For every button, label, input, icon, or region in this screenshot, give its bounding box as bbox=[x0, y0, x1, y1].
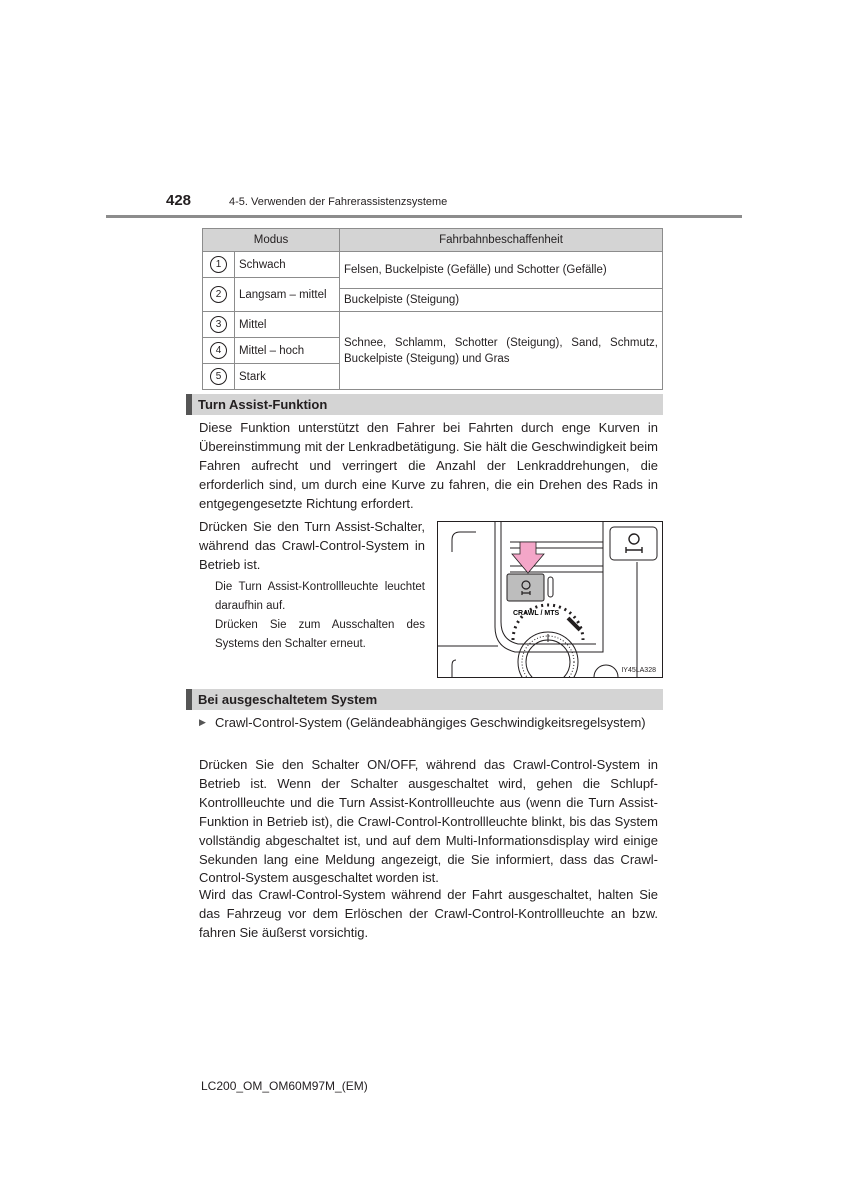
row-number: 4 bbox=[210, 342, 227, 359]
system-off-paragraph: Drücken Sie den Schalter ON/OFF, während das Crawl-Control-System in Betrieb ist. Wenn der Schalter ausgeschaltet wird, gehen die Schlupf-Kontrollleuchte und die Turn Assist-Kontrollleuchte aus (wenn die Turn Assist-Funktion in Betrieb ist), die Crawl-Control-Kontrollleuchte blinkt, bis das System vollständig abgeschaltet ist, und auf dem Multi-Informationsdisplay wird einige Sekunden lang eine Meldung angezeigt, die Sie informiert, dass das Crawl-Control-System ausgeschaltet worden ist. bbox=[199, 757, 658, 886]
mode-table bbox=[202, 228, 663, 390]
page-number: 428 bbox=[166, 192, 192, 209]
turn-assist-switch-illustration bbox=[437, 521, 663, 678]
section-heading-turn-assist: Turn Assist-Funktion bbox=[186, 394, 663, 415]
mode-cell: Langsam – mittel bbox=[235, 278, 340, 312]
mode-cell: Stark bbox=[235, 364, 340, 390]
row-number: 5 bbox=[210, 368, 227, 385]
row-number: 3 bbox=[210, 316, 227, 333]
table-row bbox=[203, 312, 663, 338]
surface-cell: Felsen, Buckelpiste (Gefälle) und Schotter (Gefälle) bbox=[340, 252, 663, 289]
turn-assist-note-off: Drücken Sie zum Ausschalten des Systems den Schalter erneut. bbox=[215, 619, 425, 650]
mode-cell: Mittel bbox=[235, 312, 340, 338]
surface-cell: Buckelpiste (Steigung) bbox=[340, 289, 663, 312]
row-number: 2 bbox=[210, 286, 227, 303]
section-heading-system-off: Bei ausgeschaltetem System bbox=[186, 689, 663, 710]
press-arrow-icon bbox=[512, 542, 544, 573]
header-divider bbox=[106, 215, 742, 218]
chapter-title: 4-5. Verwenden der Fahrerassistenzsysteme bbox=[229, 196, 448, 208]
console-drawing bbox=[438, 522, 662, 677]
mode-cell: Mittel – hoch bbox=[235, 338, 340, 364]
row-number: 1 bbox=[210, 256, 227, 273]
bullet-arrow-icon: ▶ bbox=[199, 717, 206, 727]
turn-assist-instruction: Drücken Sie den Turn Assist-Schalter, während das Crawl-Control-System in Betrieb ist. bbox=[199, 519, 425, 572]
figure-code: IY45LA328 bbox=[621, 667, 656, 674]
table-header-row bbox=[203, 229, 663, 252]
dial-label: CRAWL / MTS bbox=[513, 610, 560, 617]
turn-assist-switch bbox=[507, 574, 544, 601]
column-header-mode: Modus bbox=[203, 229, 340, 252]
table-row bbox=[203, 252, 663, 278]
turn-assist-note-on: Die Turn Assist-Kontrollleuchte leuchtet daraufhin auf. bbox=[215, 581, 425, 612]
column-header-surface: Fahrbahnbeschaffenheit bbox=[340, 229, 663, 252]
bullet-crawl-control: Crawl-Control-System (Geländeabhängiges Geschwindigkeitsregelsystem) bbox=[215, 715, 646, 730]
turn-assist-intro: Diese Funktion unterstützt den Fahrer bei Fahrten durch enge Kurven in Übereinstimmung mit der Lenkradbetätigung. Sie hält die Geschwindigkeit beim Fahren aufrecht und verringert die Anzahl der Lenkraddrehungen, die erforderlich sind, um durch eine Kurve zu fahren, die ein Drehen des Rads in entgegengesetzte Richtung erfordert. bbox=[199, 420, 658, 511]
mode-cell: Schwach bbox=[235, 252, 340, 278]
system-off-warning: Wird das Crawl-Control-System während der Fahrt ausgeschaltet, halten Sie das Fahrzeug vor dem Erlöschen der Crawl-Control-Kontrollleuchte an bzw. fahren Sie äußerst vorsichtig. bbox=[199, 887, 658, 940]
footer-code: LC200_OM_OM60M97M_(EM) bbox=[201, 1079, 368, 1093]
surface-cell: Schnee, Schlamm, Schotter (Steigung), Sand, Schmutz, Buckelpiste (Steigung) und Gras bbox=[340, 312, 663, 390]
